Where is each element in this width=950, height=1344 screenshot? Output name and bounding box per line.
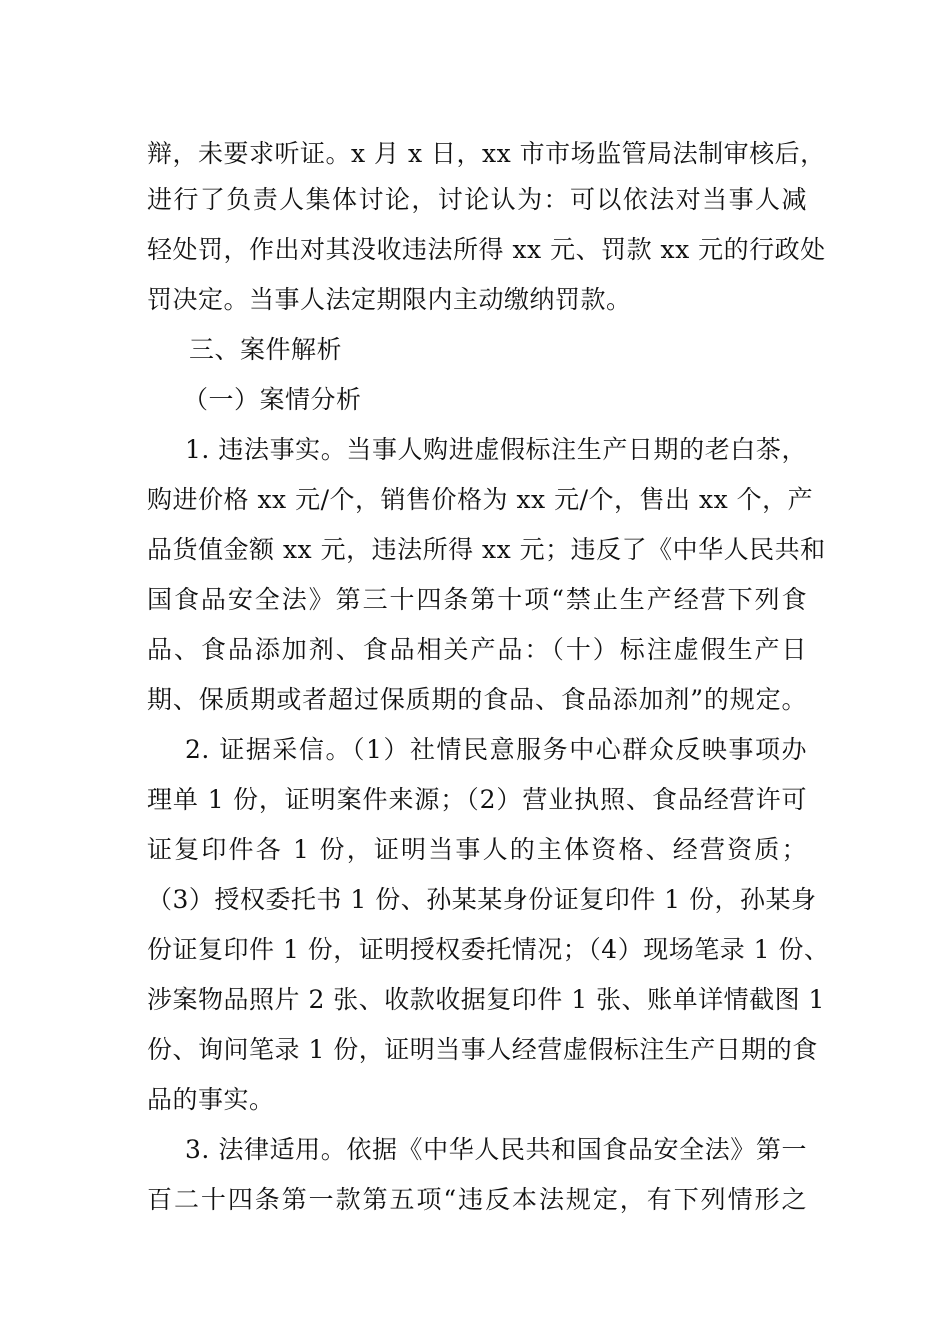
text-line: 期、保质期或者超过保质期的食品、食品添加剂”的规定。 bbox=[147, 685, 807, 714]
text-line: 2. 证据采信。（1）社情民意服务中心群众反映事项办 bbox=[185, 735, 807, 764]
text-line: 理单 1 份，证明案件来源；（2）营业执照、食品经营许可 bbox=[147, 785, 807, 814]
subsection-heading: （一）案情分析 bbox=[183, 385, 362, 414]
text-line: 份证复印件 1 份，证明授权委托情况；（4）现场笔录 1 份、 bbox=[147, 935, 830, 964]
text-line: 辩，未要求听证。x 月 x 日，xx 市市场监管局法制审核后， bbox=[147, 139, 826, 168]
section-heading: 三、案件解析 bbox=[189, 335, 343, 364]
text-line: 进行了负责人集体讨论，讨论认为：可以依法对当事人减 bbox=[147, 185, 807, 214]
text-line: 品货值金额 xx 元，违法所得 xx 元；违反了《中华人民共和 bbox=[147, 535, 826, 564]
text-line: 百二十四条第一款第五项“违反本法规定，有下列情形之 bbox=[147, 1185, 807, 1214]
text-line: 购进价格 xx 元/个，销售价格为 xx 元/个，售出 xx 个，产 bbox=[147, 485, 814, 514]
text-line: （3）授权委托书 1 份、孙某某身份证复印件 1 份，孙某身 bbox=[147, 885, 817, 914]
text-line: 3. 法律适用。依据《中华人民共和国食品安全法》第一 bbox=[185, 1135, 807, 1164]
text-line: 份、询问笔录 1 份，证明当事人经营虚假标注生产日期的食 bbox=[147, 1035, 818, 1064]
text-line: 罚决定。当事人法定期限内主动缴纳罚款。 bbox=[147, 285, 632, 314]
text-line: 轻处罚，作出对其没收违法所得 xx 元、罚款 xx 元的行政处 bbox=[147, 235, 826, 264]
text-line: 涉案物品照片 2 张、收款收据复印件 1 张、账单详情截图 1 bbox=[147, 985, 825, 1014]
text-line: 品的事实。 bbox=[147, 1085, 275, 1114]
text-line: 国食品安全法》第三十四条第十项“禁止生产经营下列食 bbox=[147, 585, 807, 614]
text-line: 品、食品添加剂、食品相关产品：（十）标注虚假生产日 bbox=[147, 635, 807, 664]
text-line: 证复印件各 1 份，证明当事人的主体资格、经营资质； bbox=[147, 835, 807, 864]
text-line: 1. 违法事实。当事人购进虚假标注生产日期的老白茶， bbox=[185, 435, 807, 464]
